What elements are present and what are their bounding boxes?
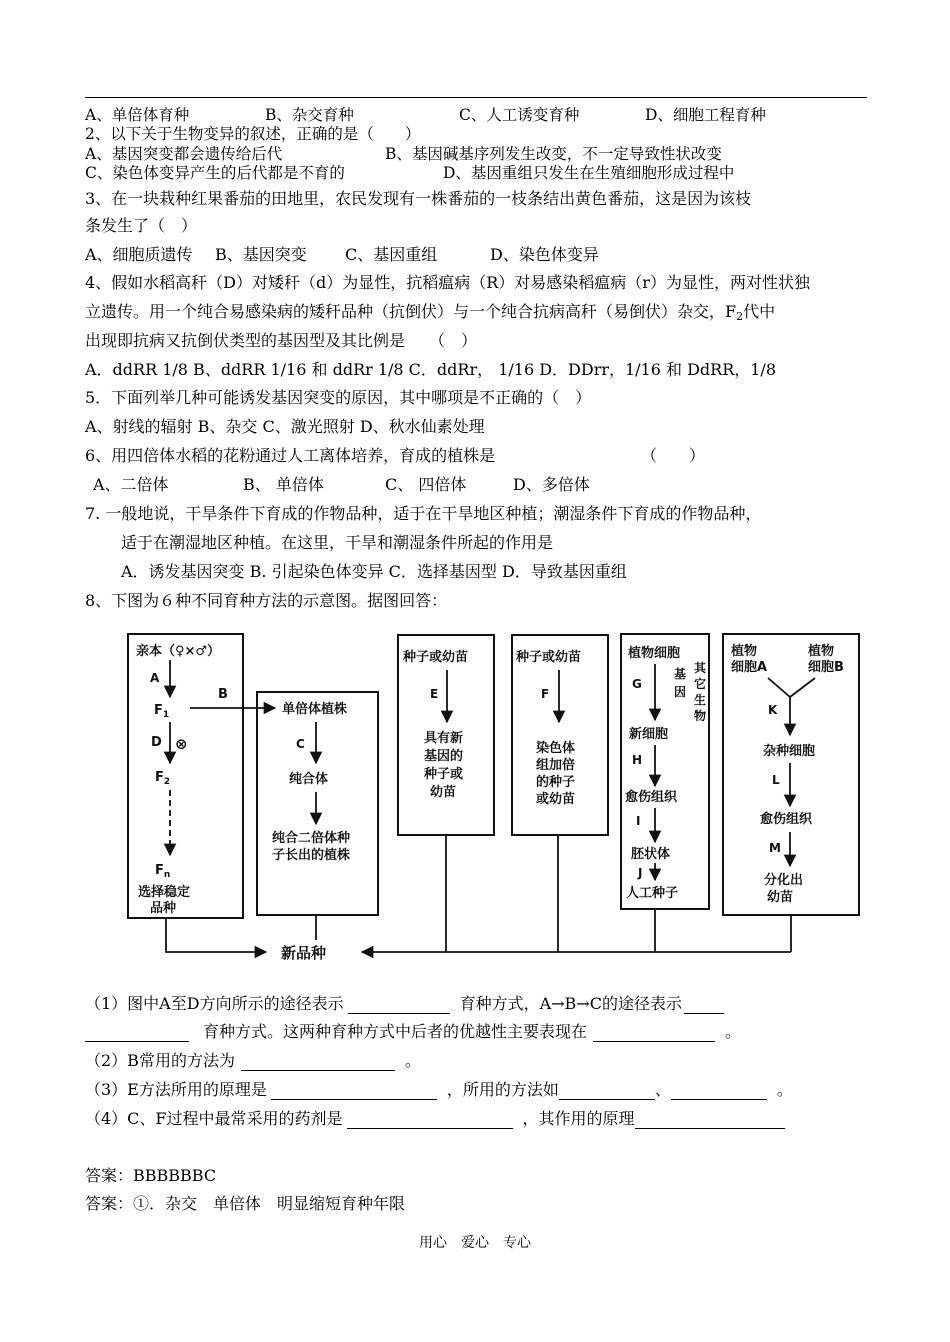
svg-text:愈伤组织: 愈伤组织 bbox=[760, 812, 813, 827]
svg-text:I: I bbox=[636, 814, 641, 828]
q2-options-ab: A、基因突变都会遗传给后代 B、基因碱基序列发生改变，不一定导致性状改变 bbox=[85, 145, 722, 163]
svg-text:植物: 植物 bbox=[731, 644, 758, 659]
svg-text:种子或: 种子或 bbox=[424, 767, 464, 782]
q4-options: A．ddRR 1/8 B、ddRR 1/16 和 ddRr 1/8 C．ddRr， 1/16 D．DDrr，1/16 和 DdRR，1/8 bbox=[85, 360, 777, 379]
svg-text:新细胞: 新细胞 bbox=[629, 727, 669, 742]
svg-text:细胞B: 细胞B bbox=[808, 660, 844, 675]
svg-text:生: 生 bbox=[694, 693, 707, 707]
svg-text:E: E bbox=[430, 687, 439, 701]
label-b: B bbox=[218, 687, 228, 702]
svg-text:选择稳定: 选择稳定 bbox=[138, 885, 191, 900]
svg-text:A: A bbox=[150, 671, 160, 685]
svg-text:幼苗: 幼苗 bbox=[767, 890, 794, 905]
svg-text:L: L bbox=[772, 773, 780, 787]
box2-title: 单倍体植株 bbox=[282, 702, 348, 717]
q8-sub4: （4）C、F过程中最常采用的药剂是 ，其作用的原理 bbox=[85, 1109, 785, 1129]
q1-options: A、单倍体育种 B、杂交育种 C、人工诱变育种 D、细胞工程育种 bbox=[85, 106, 766, 124]
box4-title: 种子或幼苗 bbox=[516, 650, 582, 665]
q8-sub1-line1: （1）图中A至D方向所示的途径表示 育种方式，A→B→C的途径表示 bbox=[85, 994, 724, 1014]
svg-text:M: M bbox=[769, 841, 781, 855]
q8-sub2: （2）B常用的方法为 。 bbox=[85, 1051, 421, 1070]
q6-stem: 6、用四倍体水稻的花粉通过人工离体培养，育成的植株是 （ ） bbox=[85, 446, 706, 465]
q8-sub1-line2: 育种方式。这两种育种方式中后者的优越性主要表现在 。 bbox=[85, 1022, 741, 1042]
svg-text:F: F bbox=[541, 687, 550, 701]
breeding-diagram bbox=[120, 625, 870, 975]
svg-text:K: K bbox=[768, 703, 778, 717]
q5-stem: 5．下面列举几种可能诱发基因突变的原因，其中哪项是不正确的（ ） bbox=[85, 388, 592, 407]
q3-line2: 条发生了（ ） bbox=[85, 216, 198, 235]
svg-text:子长出的植株: 子长出的植株 bbox=[272, 848, 351, 863]
svg-text:J: J bbox=[638, 866, 643, 880]
svg-text:C: C bbox=[296, 737, 305, 751]
svg-text:F2: $F_2$ bbox=[155, 770, 171, 787]
q2-stem: 2、以下关于生物变异的叙述，正确的是（ ） bbox=[85, 125, 421, 143]
svg-text:人工种子: 人工种子 bbox=[626, 886, 679, 901]
svg-text:其: 其 bbox=[694, 661, 707, 675]
svg-text:H: H bbox=[632, 753, 643, 767]
q4-line3: 出现即抗病又抗倒伏类型的基因型及其比例是 （ ） bbox=[85, 331, 478, 350]
box-cross-breeding bbox=[128, 634, 243, 918]
box-haploid-breeding bbox=[257, 692, 378, 915]
box1-title: 亲本（♀×♂） bbox=[136, 644, 221, 659]
svg-text:纯合二倍体种: 纯合二倍体种 bbox=[272, 831, 351, 846]
svg-text:胚状体: 胚状体 bbox=[631, 847, 671, 862]
svg-text:的种子: 的种子 bbox=[536, 775, 576, 790]
box5-title: 植物细胞 bbox=[628, 646, 681, 661]
svg-text:品种: 品种 bbox=[150, 901, 177, 916]
svg-text:或幼苗: 或幼苗 bbox=[536, 792, 576, 807]
svg-text:Fn: $F_n$ bbox=[155, 863, 171, 880]
q7-line1: 7. 一般地说，干旱条件下育成的作物品种，适于在干旱地区种植；潮湿条件下育成的作物品种， bbox=[85, 504, 762, 523]
header-rule bbox=[85, 97, 867, 98]
svg-text:幼苗: 幼苗 bbox=[430, 785, 457, 800]
q4-line2: 立遗传。用一个纯合易感染病的矮秆品种（抗倒伏）与一个纯合抗病高秆（易倒伏）杂交，$F_2$代中 bbox=[85, 302, 776, 323]
q7-options: A．诱发基因突变 B. 引起染色体变异 C．选择基因型 D．导致基因重组 bbox=[121, 562, 627, 581]
svg-text:细胞A: 细胞A bbox=[731, 660, 768, 675]
svg-text:愈伤组织: 愈伤组织 bbox=[625, 790, 678, 805]
q3-line1: 3、在一块栽种红果番茄的田地里，农民发现有一株番茄的一枝条结出黄色番茄，这是因为该枝 bbox=[85, 189, 752, 208]
svg-text:基因的: 基因的 bbox=[424, 749, 464, 764]
box-tissue-culture bbox=[621, 634, 709, 909]
new-variety-label: 新品种 bbox=[281, 944, 327, 962]
q5-options: A、射线的辐射 B、杂交 C、激光照射 D、秋水仙素处理 bbox=[85, 417, 485, 436]
svg-text:基: 基 bbox=[674, 667, 687, 681]
q7-line2: 适于在潮湿地区种植。在这里，干旱和潮湿条件所起的作用是 bbox=[121, 533, 554, 552]
q6-options: A、二倍体 B、 单倍体 C、 四倍体 D、多倍体 bbox=[93, 475, 590, 494]
q8-sub3: （3）E方法所用的原理是 ，所用的方法如 、 。 bbox=[85, 1080, 793, 1099]
answers-line2: 答案：①．杂交 单倍体 明显缩短育种年限 bbox=[85, 1194, 406, 1213]
svg-text:植物: 植物 bbox=[808, 644, 835, 659]
svg-text:组加倍: 组加倍 bbox=[536, 758, 576, 773]
svg-text:染色体: 染色体 bbox=[536, 741, 576, 756]
svg-text:F1: $F_1$ bbox=[154, 703, 170, 720]
page-footer: 用心 爱心 专心 bbox=[419, 1235, 531, 1251]
self-cross-icon: ⊗ bbox=[175, 735, 188, 753]
svg-text:纯合体: 纯合体 bbox=[289, 772, 329, 787]
q4-line1: 4、假如水稻高秆（D）对矮秆（d）为显性，抗稻瘟病（R）对易感染稻瘟病（r）为显性，两对性状独 bbox=[85, 273, 810, 292]
svg-text:杂种细胞: 杂种细胞 bbox=[763, 744, 816, 759]
svg-text:分化出: 分化出 bbox=[764, 873, 804, 888]
q8-stem: 8、下图为６种不同育种方法的示意图。据图回答： bbox=[85, 591, 448, 610]
svg-text:G: G bbox=[632, 677, 642, 691]
box3-title: 种子或幼苗 bbox=[403, 650, 469, 665]
q3-options: A、细胞质遗传 B、基因突变 C、基因重组 D、染色体变异 bbox=[85, 245, 599, 264]
q2-options-cd: C、染色体变异产生的后代都是不育的 D、基因重组只发生在生殖细胞形成过程中 bbox=[85, 164, 735, 182]
svg-text:具有新: 具有新 bbox=[424, 731, 464, 746]
svg-text:物: 物 bbox=[694, 709, 707, 723]
svg-text:它: 它 bbox=[694, 677, 707, 691]
answers-line1: 答案：BBBBBBC bbox=[85, 1166, 217, 1185]
svg-text:D: D bbox=[151, 735, 162, 750]
svg-text:因: 因 bbox=[674, 685, 687, 699]
